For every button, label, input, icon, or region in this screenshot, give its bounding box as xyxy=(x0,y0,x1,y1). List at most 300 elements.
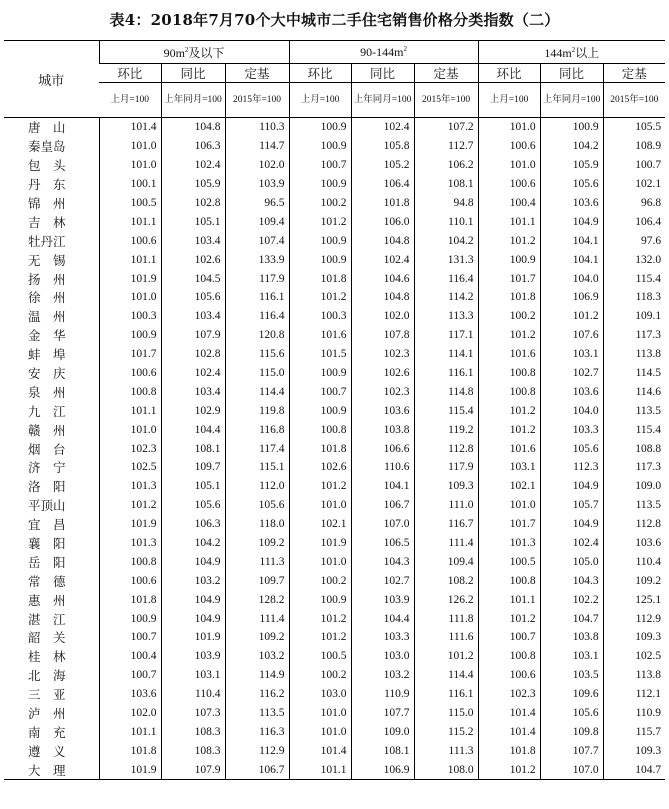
index-value: 111.4 xyxy=(414,534,478,553)
index-value: 104.5 xyxy=(161,269,225,288)
index-value: 104.0 xyxy=(540,401,603,420)
index-value: 113.5 xyxy=(603,496,665,515)
index-value: 113.5 xyxy=(225,704,289,723)
index-value: 115.7 xyxy=(603,723,665,742)
index-value: 112.9 xyxy=(225,741,289,760)
index-value: 103.0 xyxy=(351,647,414,666)
index-value: 101.1 xyxy=(99,723,161,742)
city-name: 南 充 xyxy=(28,725,66,740)
index-value: 108.3 xyxy=(161,723,225,742)
index-value: 101.7 xyxy=(478,515,540,534)
index-value: 118.0 xyxy=(225,515,289,534)
index-value: 101.9 xyxy=(99,269,161,288)
table-row xyxy=(4,515,665,534)
index-value: 117.9 xyxy=(225,269,289,288)
index-value: 103.8 xyxy=(540,628,603,647)
index-value: 103.1 xyxy=(161,666,225,685)
index-value: 100.6 xyxy=(478,666,540,685)
index-value: 101.1 xyxy=(99,250,161,269)
table-row xyxy=(4,364,665,383)
index-value: 104.3 xyxy=(540,571,603,590)
index-value: 119.8 xyxy=(225,401,289,420)
city-name: 湛 江 xyxy=(28,612,66,627)
table-row xyxy=(4,590,665,609)
index-value: 101.0 xyxy=(478,156,540,175)
index-value: 101.1 xyxy=(289,760,351,779)
table-row xyxy=(4,212,665,231)
index-value: 116.8 xyxy=(225,420,289,439)
index-value: 103.5 xyxy=(540,666,603,685)
index-value: 100.4 xyxy=(99,647,161,666)
city-name: 济 宁 xyxy=(28,461,66,476)
index-value: 101.1 xyxy=(478,212,540,231)
index-value: 103.6 xyxy=(351,401,414,420)
index-value: 100.2 xyxy=(289,571,351,590)
mom-base-label: 上月=100 xyxy=(478,83,540,118)
index-value: 104.4 xyxy=(351,609,414,628)
index-value: 101.0 xyxy=(289,723,351,742)
index-value: 102.7 xyxy=(540,364,603,383)
city-name: 大 理 xyxy=(4,760,99,779)
index-value: 105.5 xyxy=(603,118,665,137)
index-value: 109.6 xyxy=(540,685,603,704)
index-value: 101.1 xyxy=(478,590,540,609)
table-row xyxy=(4,760,665,779)
index-value: 100.9 xyxy=(289,401,351,420)
index-value: 109.3 xyxy=(603,741,665,760)
yoy-base-label: 上年同月=100 xyxy=(540,83,603,118)
fixed-base-header: 定基 xyxy=(225,64,289,83)
table-row xyxy=(4,609,665,628)
index-value: 110.9 xyxy=(351,685,414,704)
index-value: 120.8 xyxy=(225,326,289,345)
city-name: 桂 林 xyxy=(28,650,66,665)
index-value: 100.2 xyxy=(289,194,351,213)
index-value: 103.2 xyxy=(351,666,414,685)
table-row xyxy=(4,175,665,194)
index-value: 115.0 xyxy=(225,364,289,383)
index-value: 114.4 xyxy=(414,666,478,685)
city-name: 赣 州 xyxy=(28,423,66,438)
index-value: 105.1 xyxy=(161,477,225,496)
index-value: 102.3 xyxy=(351,382,414,401)
index-value: 115.4 xyxy=(603,420,665,439)
city-name: 吉 林 xyxy=(28,215,66,230)
index-value: 103.3 xyxy=(351,628,414,647)
table-row xyxy=(4,194,665,213)
table-row xyxy=(4,496,665,515)
index-value: 104.9 xyxy=(161,609,225,628)
index-value: 109.0 xyxy=(351,723,414,742)
index-value: 107.0 xyxy=(351,515,414,534)
index-value: 100.2 xyxy=(289,666,351,685)
index-value: 114.7 xyxy=(225,137,289,156)
index-value: 105.9 xyxy=(540,156,603,175)
index-value: 104.9 xyxy=(540,212,603,231)
yoy-header: 同比 xyxy=(540,64,603,83)
index-value: 102.4 xyxy=(161,364,225,383)
index-value: 101.3 xyxy=(99,534,161,553)
index-value: 107.0 xyxy=(540,760,603,779)
index-value: 109.1 xyxy=(603,307,665,326)
index-value: 109.7 xyxy=(161,458,225,477)
index-value: 106.9 xyxy=(540,288,603,307)
index-value: 103.9 xyxy=(351,590,414,609)
city-name: 温 州 xyxy=(28,310,66,325)
index-value: 101.1 xyxy=(99,401,161,420)
index-value: 100.8 xyxy=(289,420,351,439)
index-value: 100.7 xyxy=(478,628,540,647)
index-value: 101.0 xyxy=(478,496,540,515)
table-row xyxy=(4,326,665,345)
index-value: 116.4 xyxy=(414,269,478,288)
index-value: 101.2 xyxy=(289,477,351,496)
index-value: 106.2 xyxy=(414,156,478,175)
index-value: 101.6 xyxy=(289,326,351,345)
index-value: 106.3 xyxy=(161,515,225,534)
table-row xyxy=(4,118,665,137)
city-name: 北 海 xyxy=(28,669,66,684)
price-index-table xyxy=(4,40,665,780)
index-value: 101.2 xyxy=(540,307,603,326)
index-value: 117.4 xyxy=(225,439,289,458)
table-row xyxy=(4,420,665,439)
index-value: 104.2 xyxy=(540,137,603,156)
index-value: 104.3 xyxy=(351,552,414,571)
city-name: 三 亚 xyxy=(28,688,66,703)
index-value: 112.8 xyxy=(414,439,478,458)
index-value: 100.6 xyxy=(99,364,161,383)
index-value: 113.3 xyxy=(414,307,478,326)
city-name: 蚌 埠 xyxy=(28,348,66,363)
index-value: 103.1 xyxy=(540,647,603,666)
index-value: 100.7 xyxy=(289,156,351,175)
index-value: 100.7 xyxy=(603,156,665,175)
index-value: 103.6 xyxy=(540,194,603,213)
index-value: 104.9 xyxy=(540,477,603,496)
index-value: 100.9 xyxy=(289,118,351,137)
city-name: 九 江 xyxy=(28,404,66,419)
index-value: 101.9 xyxy=(161,628,225,647)
index-value: 109.2 xyxy=(603,571,665,590)
index-value: 113.5 xyxy=(603,401,665,420)
table-row xyxy=(4,741,665,760)
index-value: 100.2 xyxy=(478,307,540,326)
index-value: 113.8 xyxy=(603,345,665,364)
index-value: 114.6 xyxy=(603,382,665,401)
index-value: 101.2 xyxy=(99,496,161,515)
index-value: 101.8 xyxy=(289,269,351,288)
index-value: 104.9 xyxy=(161,590,225,609)
index-value: 100.6 xyxy=(99,231,161,250)
index-value: 101.4 xyxy=(478,723,540,742)
yoy-header: 同比 xyxy=(351,64,414,83)
index-value: 100.9 xyxy=(289,364,351,383)
index-value: 103.6 xyxy=(540,382,603,401)
index-value: 103.2 xyxy=(225,647,289,666)
fixed-base-label: 2015年=100 xyxy=(603,83,665,118)
index-value: 111.4 xyxy=(225,609,289,628)
city-name: 泉 州 xyxy=(28,385,66,400)
yoy-base-label: 上年同月=100 xyxy=(161,83,225,118)
index-value: 100.8 xyxy=(478,364,540,383)
city-name: 韶 关 xyxy=(28,631,66,646)
index-value: 101.2 xyxy=(478,401,540,420)
index-value: 100.3 xyxy=(99,307,161,326)
index-value: 109.3 xyxy=(414,477,478,496)
index-value: 103.4 xyxy=(161,307,225,326)
index-value: 102.5 xyxy=(99,458,161,477)
index-value: 100.5 xyxy=(478,552,540,571)
index-value: 104.9 xyxy=(540,515,603,534)
index-value: 114.4 xyxy=(225,382,289,401)
index-value: 102.0 xyxy=(351,307,414,326)
mom-header: 环比 xyxy=(99,64,161,83)
table-row xyxy=(4,439,665,458)
index-value: 103.3 xyxy=(540,420,603,439)
table-row xyxy=(4,307,665,326)
index-value: 100.9 xyxy=(289,231,351,250)
index-value: 101.0 xyxy=(99,420,161,439)
index-value: 100.9 xyxy=(478,250,540,269)
index-value: 106.9 xyxy=(351,760,414,779)
yoy-base-label: 上年同月=100 xyxy=(351,83,414,118)
index-value: 102.4 xyxy=(351,118,414,137)
index-value: 100.9 xyxy=(289,250,351,269)
index-value: 114.5 xyxy=(603,364,665,383)
index-value: 101.7 xyxy=(478,269,540,288)
index-value: 110.4 xyxy=(603,552,665,571)
index-value: 104.2 xyxy=(161,534,225,553)
index-value: 104.1 xyxy=(540,250,603,269)
index-value: 106.7 xyxy=(225,760,289,779)
index-value: 116.4 xyxy=(225,307,289,326)
index-value: 101.2 xyxy=(289,288,351,307)
index-value: 115.1 xyxy=(225,458,289,477)
city-name: 惠 州 xyxy=(28,593,66,608)
index-value: 105.0 xyxy=(540,552,603,571)
index-value: 105.7 xyxy=(540,496,603,515)
index-value: 117.3 xyxy=(603,458,665,477)
index-value: 101.0 xyxy=(99,156,161,175)
index-value: 113.8 xyxy=(603,666,665,685)
index-value: 108.9 xyxy=(603,137,665,156)
index-value: 101.8 xyxy=(289,439,351,458)
index-value: 101.2 xyxy=(478,326,540,345)
table-row xyxy=(4,723,665,742)
index-value: 100.6 xyxy=(478,175,540,194)
index-value: 101.0 xyxy=(289,496,351,515)
index-value: 108.0 xyxy=(414,760,478,779)
index-value: 106.0 xyxy=(351,212,414,231)
base-header-row xyxy=(4,83,665,118)
index-value: 115.4 xyxy=(603,269,665,288)
index-value: 102.8 xyxy=(161,345,225,364)
index-value: 101.2 xyxy=(478,609,540,628)
index-value: 104.4 xyxy=(161,420,225,439)
index-value: 106.5 xyxy=(351,534,414,553)
fixed-base-header: 定基 xyxy=(414,64,478,83)
index-value: 100.9 xyxy=(540,118,603,137)
index-value: 119.2 xyxy=(414,420,478,439)
table-row xyxy=(4,534,665,553)
index-value: 103.9 xyxy=(161,647,225,666)
index-value: 101.0 xyxy=(478,118,540,137)
index-value: 102.4 xyxy=(351,250,414,269)
index-value: 107.2 xyxy=(414,118,478,137)
index-value: 111.3 xyxy=(225,552,289,571)
index-value: 101.2 xyxy=(289,212,351,231)
index-value: 101.2 xyxy=(289,609,351,628)
index-value: 100.4 xyxy=(478,194,540,213)
index-value: 100.9 xyxy=(289,175,351,194)
index-value: 100.8 xyxy=(478,647,540,666)
index-value: 114.2 xyxy=(414,288,478,307)
city-name: 泸 州 xyxy=(28,707,66,722)
index-value: 101.2 xyxy=(478,760,540,779)
table-row xyxy=(4,685,665,704)
mom-base-label: 上月=100 xyxy=(289,83,351,118)
index-value: 100.7 xyxy=(99,666,161,685)
index-value: 112.0 xyxy=(225,477,289,496)
index-value: 101.0 xyxy=(99,288,161,307)
index-value: 109.8 xyxy=(540,723,603,742)
index-value: 111.0 xyxy=(414,496,478,515)
table-row xyxy=(4,231,665,250)
index-value: 100.6 xyxy=(478,137,540,156)
index-value: 104.1 xyxy=(351,477,414,496)
index-value: 107.7 xyxy=(540,741,603,760)
index-value: 117.9 xyxy=(414,458,478,477)
index-value: 101.2 xyxy=(478,420,540,439)
index-value: 109.0 xyxy=(603,477,665,496)
index-value: 128.2 xyxy=(225,590,289,609)
index-value: 104.2 xyxy=(414,231,478,250)
index-value: 107.9 xyxy=(161,760,225,779)
index-value: 100.8 xyxy=(99,552,161,571)
index-value: 105.6 xyxy=(161,288,225,307)
index-value: 101.0 xyxy=(289,552,351,571)
index-value: 109.4 xyxy=(225,212,289,231)
mom-base-label: 上月=100 xyxy=(99,83,161,118)
index-value: 102.5 xyxy=(603,647,665,666)
fixed-base-header: 定基 xyxy=(603,64,665,83)
index-value: 107.7 xyxy=(351,704,414,723)
index-value: 116.1 xyxy=(414,364,478,383)
index-value: 107.4 xyxy=(225,231,289,250)
index-value: 108.1 xyxy=(351,741,414,760)
index-value: 102.3 xyxy=(351,345,414,364)
index-value: 115.2 xyxy=(414,723,478,742)
index-value: 105.6 xyxy=(540,704,603,723)
table-row xyxy=(4,571,665,590)
index-value: 105.6 xyxy=(225,496,289,515)
index-value: 103.1 xyxy=(478,458,540,477)
group-header-medium: $90-144m^2$ xyxy=(289,41,478,64)
index-value: 101.4 xyxy=(99,118,161,137)
index-value: 100.9 xyxy=(99,326,161,345)
index-value: 107.3 xyxy=(161,704,225,723)
index-value: 108.1 xyxy=(161,439,225,458)
city-name: 常 德 xyxy=(28,574,66,589)
index-value: 106.7 xyxy=(351,496,414,515)
group-header-row xyxy=(4,41,665,64)
index-value: 106.3 xyxy=(161,137,225,156)
index-value: 116.1 xyxy=(225,288,289,307)
index-value: 107.9 xyxy=(161,326,225,345)
index-value: 102.1 xyxy=(478,477,540,496)
table-row xyxy=(4,704,665,723)
index-value: 103.8 xyxy=(351,420,414,439)
index-value: 114.1 xyxy=(414,345,478,364)
city-name: 牡丹江 xyxy=(28,234,66,249)
index-value: 100.8 xyxy=(478,382,540,401)
index-value: 100.3 xyxy=(289,307,351,326)
table-row xyxy=(4,477,665,496)
index-value: 102.6 xyxy=(351,364,414,383)
index-value: 101.1 xyxy=(99,212,161,231)
index-value: 105.9 xyxy=(161,175,225,194)
index-value: 104.7 xyxy=(603,760,665,779)
index-value: 112.8 xyxy=(603,515,665,534)
index-value: 100.9 xyxy=(289,137,351,156)
index-value: 100.7 xyxy=(99,628,161,647)
index-value: 106.6 xyxy=(351,439,414,458)
index-value: 109.3 xyxy=(603,628,665,647)
index-value: 101.7 xyxy=(99,345,161,364)
table-body xyxy=(4,118,665,780)
sub-header-row xyxy=(4,64,665,83)
index-value: 101.3 xyxy=(99,477,161,496)
yoy-header: 同比 xyxy=(161,64,225,83)
index-value: 104.7 xyxy=(540,609,603,628)
index-value: 108.8 xyxy=(603,439,665,458)
index-value: 100.8 xyxy=(99,382,161,401)
index-value: 103.0 xyxy=(289,685,351,704)
index-value: 101.4 xyxy=(478,704,540,723)
index-value: 131.3 xyxy=(414,250,478,269)
city-name: 平顶山 xyxy=(28,499,66,514)
index-value: 103.6 xyxy=(99,685,161,704)
index-value: 102.6 xyxy=(289,458,351,477)
index-value: 112.3 xyxy=(540,458,603,477)
table-row xyxy=(4,156,665,175)
index-value: 102.3 xyxy=(478,685,540,704)
index-value: 102.6 xyxy=(161,250,225,269)
index-value: 102.0 xyxy=(99,704,161,723)
group-header-small: $90m^2$及以下 xyxy=(99,41,289,64)
index-value: 101.8 xyxy=(99,590,161,609)
index-value: 111.8 xyxy=(414,609,478,628)
index-value: 105.6 xyxy=(540,175,603,194)
city-name: 遵 义 xyxy=(28,744,66,759)
index-value: 101.0 xyxy=(289,704,351,723)
index-value: 103.9 xyxy=(225,175,289,194)
mom-header: 环比 xyxy=(289,64,351,83)
index-value: 100.8 xyxy=(478,571,540,590)
index-value: 106.4 xyxy=(351,175,414,194)
index-value: 101.9 xyxy=(99,760,161,779)
index-value: 101.8 xyxy=(99,741,161,760)
city-name: 烟 台 xyxy=(28,442,66,457)
group-header-large: $144m^2$以上 xyxy=(478,41,665,64)
table-row xyxy=(4,647,665,666)
index-value: 111.3 xyxy=(414,741,478,760)
index-value: 100.7 xyxy=(289,382,351,401)
index-value: 100.1 xyxy=(99,175,161,194)
index-value: 100.5 xyxy=(289,647,351,666)
index-value: 101.3 xyxy=(478,534,540,553)
